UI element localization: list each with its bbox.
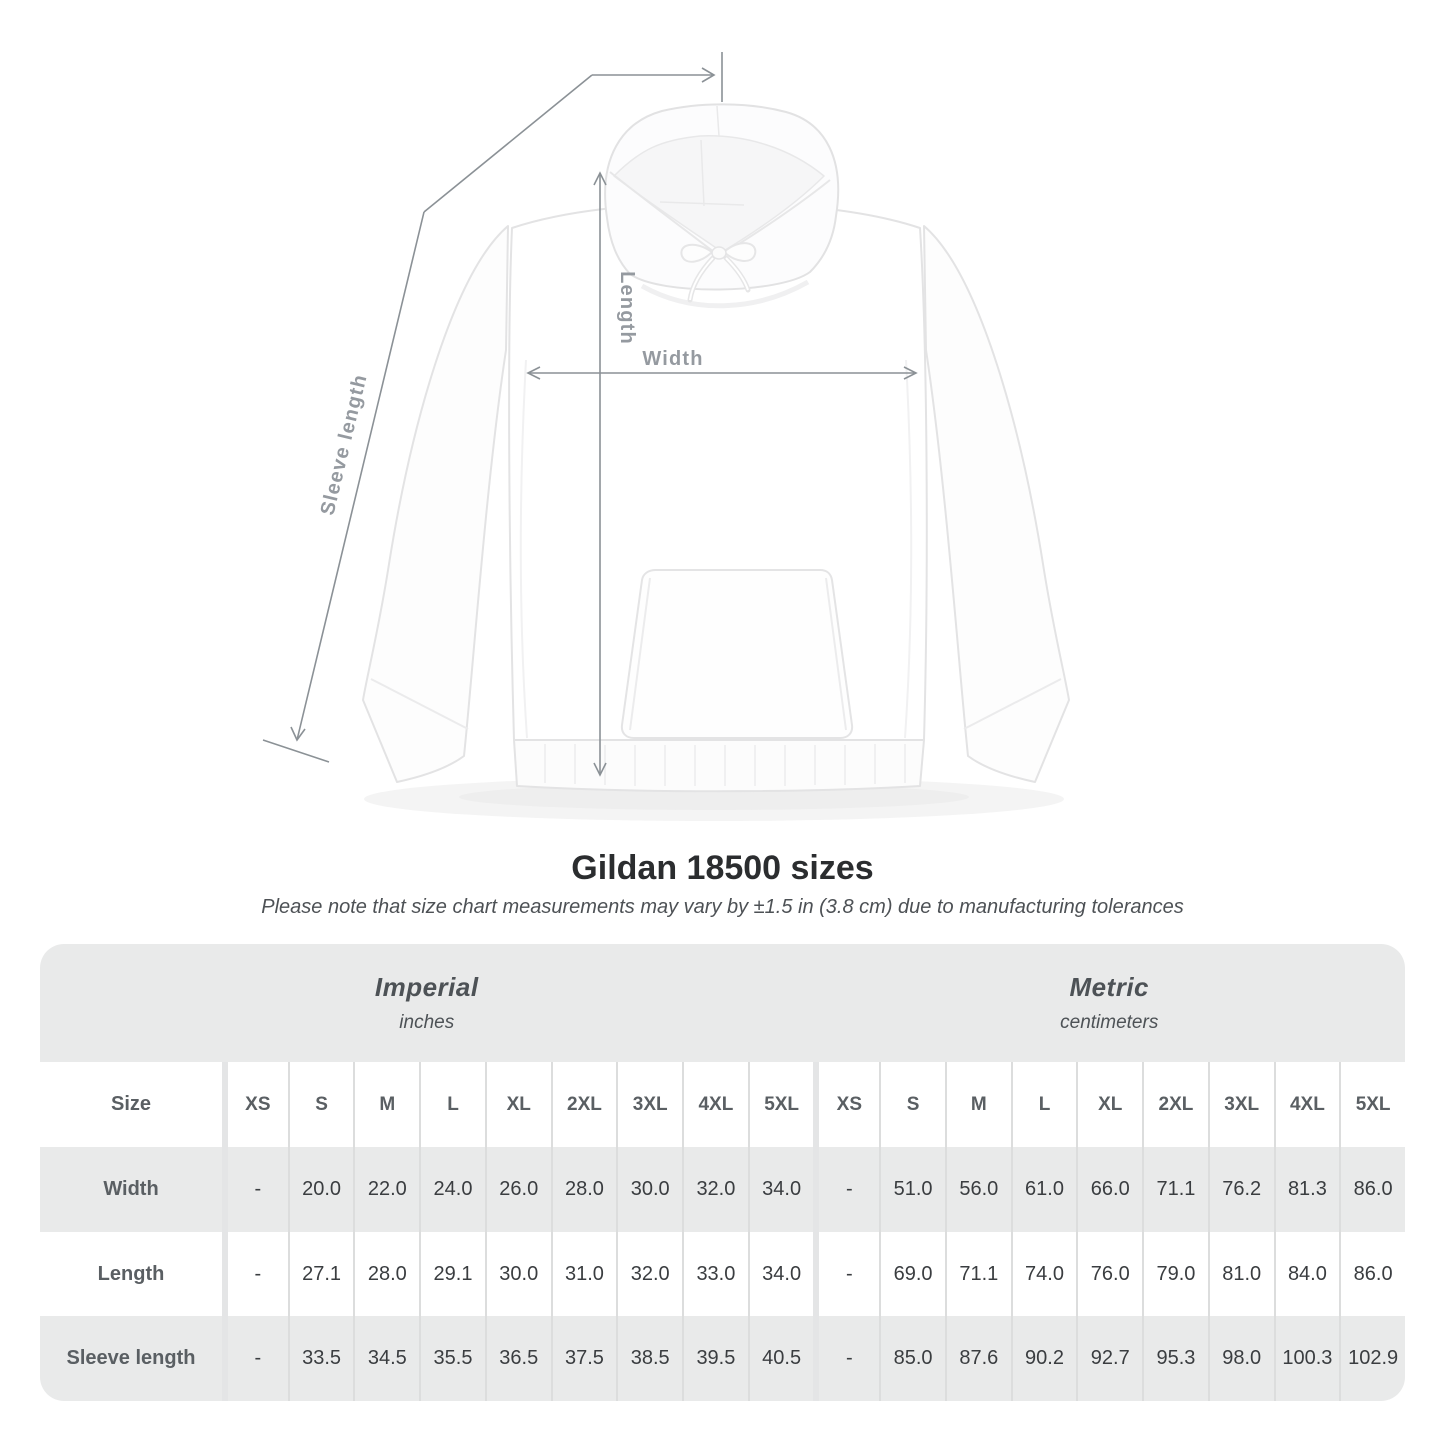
value-cell: 29.1 xyxy=(419,1232,485,1316)
value-cell: 85.0 xyxy=(879,1316,945,1401)
value-cell: 40.5 xyxy=(748,1316,814,1401)
value-cell: 38.5 xyxy=(616,1316,682,1401)
size-col-header: L xyxy=(1011,1062,1077,1147)
value-cell: 27.1 xyxy=(288,1232,354,1316)
value-cell: 37.5 xyxy=(551,1316,617,1401)
size-col-header: L xyxy=(419,1062,485,1147)
value-cell: 71.1 xyxy=(1142,1147,1208,1232)
metric-section-unit: centimeters xyxy=(1060,1012,1159,1033)
kangaroo-pocket xyxy=(622,570,852,738)
imperial-section-title: Imperial xyxy=(374,972,479,1002)
size-col-header: M xyxy=(353,1062,419,1147)
value-cell: 76.2 xyxy=(1208,1147,1274,1232)
page-title: Gildan 18500 sizes xyxy=(571,849,874,887)
value-cell: - xyxy=(813,1147,879,1232)
row-label: Length xyxy=(97,1262,165,1285)
value-cell: - xyxy=(222,1147,288,1232)
size-col-header: XL xyxy=(1076,1062,1142,1147)
size-col-header: S xyxy=(288,1062,354,1147)
tolerance-note: Please note that size chart measurements may vary by ±1.5 in (3.8 cm) due to manufacturing tolerances xyxy=(261,896,1184,918)
size-col-header: 3XL xyxy=(616,1062,682,1147)
value-cell: 34.5 xyxy=(353,1316,419,1401)
value-cell: 90.2 xyxy=(1011,1316,1077,1401)
value-cell: 35.5 xyxy=(419,1316,485,1401)
imperial-section-header xyxy=(40,944,813,1062)
value-cell: 100.3 xyxy=(1274,1316,1340,1401)
value-cell: 51.0 xyxy=(879,1147,945,1232)
value-cell: 102.9 xyxy=(1339,1316,1405,1401)
value-cell: 61.0 xyxy=(1011,1147,1077,1232)
value-cell: 69.0 xyxy=(879,1232,945,1316)
value-cell: 92.7 xyxy=(1076,1316,1142,1401)
size-col-header: 3XL xyxy=(1208,1062,1274,1147)
right-sleeve xyxy=(924,226,1069,782)
value-cell: 71.1 xyxy=(945,1232,1011,1316)
value-cell: 33.0 xyxy=(682,1232,748,1316)
size-col-header: XS xyxy=(222,1062,288,1147)
value-cell: 81.3 xyxy=(1274,1147,1340,1232)
value-cell: - xyxy=(813,1232,879,1316)
size-col-header: XS xyxy=(813,1062,879,1147)
left-sleeve xyxy=(363,226,508,782)
value-cell: 86.0 xyxy=(1339,1147,1405,1232)
value-cell: - xyxy=(222,1232,288,1316)
size-table xyxy=(40,944,1405,1401)
value-cell: 79.0 xyxy=(1142,1232,1208,1316)
size-col-header: 4XL xyxy=(682,1062,748,1147)
size-col-header: M xyxy=(945,1062,1011,1147)
value-cell: 66.0 xyxy=(1076,1147,1142,1232)
value-cell: 76.0 xyxy=(1076,1232,1142,1316)
width-label: Width xyxy=(642,348,704,370)
value-cell: 20.0 xyxy=(288,1147,354,1232)
value-cell: 22.0 xyxy=(353,1147,419,1232)
sleeve-length-label: Sleeve length xyxy=(316,371,372,518)
value-cell: 95.3 xyxy=(1142,1316,1208,1401)
value-cell: 30.0 xyxy=(616,1147,682,1232)
metric-section-title: Metric xyxy=(1069,972,1150,1002)
value-cell: 87.6 xyxy=(945,1316,1011,1401)
value-cell: - xyxy=(222,1316,288,1401)
value-cell: 84.0 xyxy=(1274,1232,1340,1316)
size-col-header: 5XL xyxy=(1339,1062,1405,1147)
value-cell: 81.0 xyxy=(1208,1232,1274,1316)
value-cell: 39.5 xyxy=(682,1316,748,1401)
imperial-section-unit: inches xyxy=(399,1012,455,1033)
size-col-header: 2XL xyxy=(551,1062,617,1147)
hoodie-illustration xyxy=(363,104,1069,791)
value-cell: 28.0 xyxy=(551,1147,617,1232)
value-cell: 98.0 xyxy=(1208,1316,1274,1401)
size-col-header: 5XL xyxy=(748,1062,814,1147)
size-row-header: Size xyxy=(110,1093,152,1115)
value-cell: 74.0 xyxy=(1011,1232,1077,1316)
size-col-header: 2XL xyxy=(1142,1062,1208,1147)
size-col-header: S xyxy=(879,1062,945,1147)
value-cell: 24.0 xyxy=(419,1147,485,1232)
length-label: Length xyxy=(616,271,638,345)
value-cell: 34.0 xyxy=(748,1147,814,1232)
row-label: Width xyxy=(40,1147,222,1232)
value-cell: 28.0 xyxy=(353,1232,419,1316)
value-cell: - xyxy=(813,1316,879,1401)
value-cell: 31.0 xyxy=(551,1232,617,1316)
value-cell: 34.0 xyxy=(748,1232,814,1316)
size-col-header: XL xyxy=(485,1062,551,1147)
value-cell: 36.5 xyxy=(485,1316,551,1401)
value-cell: 26.0 xyxy=(485,1147,551,1232)
metric-section-header xyxy=(813,944,1405,1062)
value-cell: 56.0 xyxy=(945,1147,1011,1232)
value-cell: 32.0 xyxy=(616,1232,682,1316)
row-label: Sleeve length xyxy=(40,1316,222,1401)
size-col-header: 4XL xyxy=(1274,1062,1340,1147)
value-cell: 33.5 xyxy=(288,1316,354,1401)
value-cell: 30.0 xyxy=(485,1232,551,1316)
value-cell: 32.0 xyxy=(682,1147,748,1232)
value-cell: 86.0 xyxy=(1339,1232,1405,1316)
